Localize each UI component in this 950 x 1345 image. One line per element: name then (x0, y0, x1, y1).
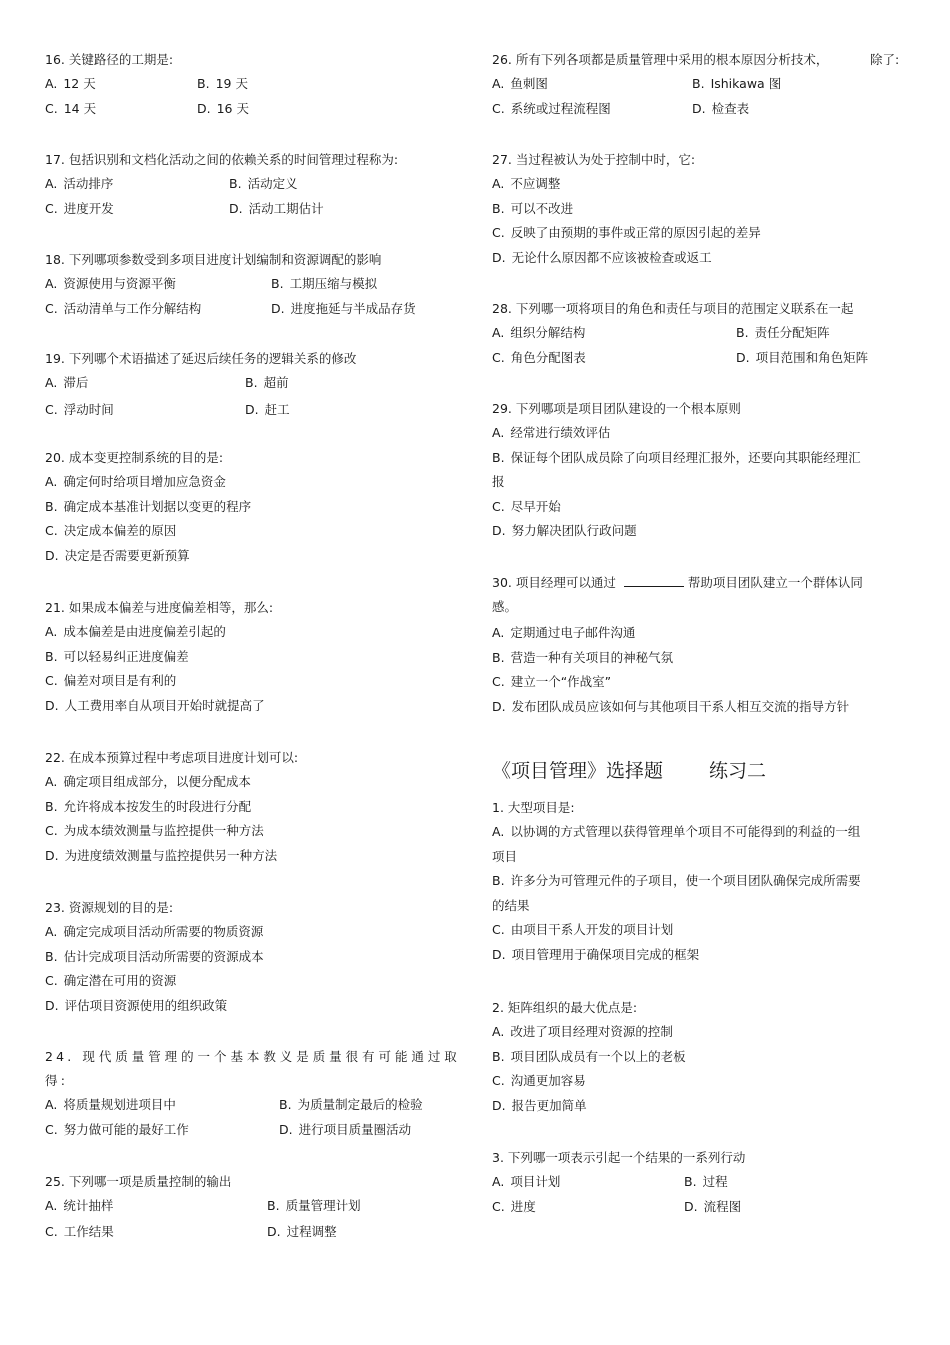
option-row (492, 72, 912, 97)
question-23 (45, 896, 460, 1018)
option-b[interactable]: B. 责任分配矩阵 (736, 325, 830, 340)
option-row (45, 72, 460, 97)
question-18 (45, 248, 460, 321)
section-title: 《项目管理》选择题 练习二 (492, 760, 767, 782)
option-row (45, 297, 460, 322)
option-c[interactable]: C. 浮动时间 (45, 401, 114, 417)
option-a[interactable]: A. 组织分解结构 (492, 325, 586, 340)
option-b[interactable]: B. 营造一种有关项目的神秘气氛 (492, 649, 674, 665)
option-a[interactable]: A. 确定何时给项目增加应急资金 (45, 474, 226, 489)
option-a[interactable]: A. 确定项目组成部分，以便分配成本 (45, 774, 251, 789)
option-a[interactable]: A. 以协调的方式管理以获得管理单个项目不可能得到的利益的一组项目 (492, 824, 861, 864)
option-row (45, 197, 460, 222)
option-c[interactable]: C. 进度开发 (45, 200, 114, 216)
option-a[interactable]: A. 定期通过电子邮件沟通 (492, 625, 636, 640)
option-c[interactable]: C. 为成本绩效测量与监控提供一种方法 (45, 823, 264, 838)
option-a[interactable]: A. 经常进行绩效评估 (492, 425, 611, 440)
option-a[interactable]: A. 成本偏差是由进度偏差引起的 (45, 624, 226, 639)
fill-blank[interactable] (624, 572, 684, 587)
option-row (45, 398, 460, 423)
question-stem: 30. 项目经理可以通过 帮助项目团队建立一个群体认同感。 (492, 571, 887, 619)
option-d[interactable]: D. 项目范围和角色矩阵 (736, 349, 869, 365)
option-d[interactable]: D. 努力解决团队行政问题 (492, 523, 637, 538)
question-stem: 1. 大型项目是: (492, 800, 575, 815)
option-c[interactable]: C. 系统或过程流程图 (492, 100, 611, 116)
option-a[interactable]: A. 统计抽样 (45, 1198, 114, 1213)
option-d[interactable]: D. 活动工期估计 (229, 200, 324, 216)
question-27 (492, 148, 912, 270)
option-c[interactable]: C. 沟通更加容易 (492, 1073, 586, 1088)
option-b[interactable]: B. 可以轻易纠正进度偏差 (45, 648, 189, 664)
option-b[interactable]: B. 19 天 (197, 76, 248, 91)
option-row (45, 272, 460, 297)
option-b[interactable]: B. 许多分为可管理元件的子项目，使一个项目团队确保完成所需要的结果 (492, 873, 861, 913)
option-b[interactable]: B. 估计完成项目活动所需要的资源成本 (45, 948, 264, 964)
option-row (45, 172, 460, 197)
question-19 (45, 347, 460, 422)
option-d[interactable]: D. 无论什么原因都不应该被检查或返工 (492, 249, 712, 265)
question-stem: 28. 下列哪一项将项目的角色和责任与项目的范围定义联系在一起 (492, 301, 854, 316)
question-stem: 20. 成本变更控制系统的目的是: (45, 450, 224, 465)
option-c[interactable]: C. 反映了由预期的事件或正常的原因引起的差异 (492, 225, 761, 240)
option-c[interactable]: C. 进度 (492, 1198, 536, 1214)
option-row (492, 1170, 912, 1195)
option-c[interactable]: C. 工作结果 (45, 1223, 114, 1239)
question-stem: 22. 在成本预算过程中考虑项目进度计划可以: (45, 750, 299, 765)
option-c[interactable]: C. 确定潜在可用的资源 (45, 973, 177, 988)
option-c[interactable]: C. 活动清单与工作分解结构 (45, 300, 202, 316)
option-d[interactable]: D. 赶工 (245, 401, 290, 417)
question-22 (45, 746, 460, 868)
question-stem: 21. 如果成本偏差与进度偏差相等，那么: (45, 600, 274, 615)
section-subtitle: 练习二 (709, 760, 767, 782)
question-26 (492, 48, 912, 121)
option-d[interactable]: D. 为进度绩效测量与监控提供另一种方法 (45, 847, 278, 863)
option-a[interactable]: A. 滞后 (45, 375, 89, 390)
question-stem: 29. 下列哪项是项目团队建设的一个根本原则 (492, 401, 741, 416)
option-c[interactable]: C. 偏差对项目是有利的 (45, 673, 177, 688)
question-stem: 24. 现代质量管理的一个基本教义是质量很有可能通过取得: (45, 1049, 460, 1088)
option-d[interactable]: D. 决定是否需要更新预算 (45, 547, 190, 563)
option-row (45, 371, 460, 396)
option-row (492, 346, 912, 371)
question-stem: 16. 关键路径的工期是: (45, 52, 174, 67)
option-row (492, 1195, 912, 1220)
option-c[interactable]: C. 尽早开始 (492, 498, 561, 514)
question-ex2-3 (492, 1146, 912, 1219)
option-b[interactable]: B. 活动定义 (229, 176, 298, 191)
question-29 (492, 397, 912, 544)
option-c[interactable]: C. 14 天 (45, 100, 97, 116)
option-b[interactable]: B. 允许将成本按发生的时段进行分配 (45, 798, 252, 814)
question-stem: 26. 所有下列各项都是质量管理中采用的根本原因分析技术， 除了: (492, 52, 900, 67)
option-b[interactable]: B. 可以不改进 (492, 200, 574, 216)
option-b[interactable]: B. 超前 (245, 375, 289, 390)
option-a[interactable]: A. 鱼刺图 (492, 76, 548, 91)
question-stem: 17. 包括识别和文档化活动之间的依赖关系的时间管理过程称为: (45, 152, 399, 167)
question-17 (45, 148, 460, 221)
option-d[interactable]: D. 报告更加简单 (492, 1097, 587, 1113)
option-c[interactable]: C. 努力做可能的最好工作 (45, 1121, 189, 1137)
option-b[interactable]: B. 过程 (684, 1174, 728, 1189)
option-b[interactable]: B. 保证每个团队成员除了向项目经理汇报外，还要向其职能经理汇报 (492, 449, 861, 489)
option-c[interactable]: C. 角色分配图表 (492, 349, 586, 365)
option-a[interactable]: A. 12 天 (45, 76, 96, 91)
question-stem: 27. 当过程被认为处于控制中时，它: (492, 152, 696, 167)
option-row (45, 1093, 460, 1118)
option-d[interactable]: D. 评估项目资源使用的组织政策 (45, 997, 228, 1013)
option-row (45, 1194, 460, 1219)
option-a[interactable]: A. 改进了项目经理对资源的控制 (492, 1024, 673, 1039)
question-25 (45, 1170, 460, 1244)
question-stem: 19. 下列哪个术语描述了延迟后续任务的逻辑关系的修改 (45, 351, 357, 366)
question-16 (45, 48, 460, 121)
option-a[interactable]: A. 项目计划 (492, 1174, 561, 1189)
option-row (45, 1118, 460, 1143)
option-c[interactable]: C. 建立一个“作战室” (492, 674, 612, 689)
option-a[interactable]: A. 活动排序 (45, 176, 114, 191)
option-a[interactable]: A. 确定完成项目活动所需要的物质资源 (45, 924, 264, 939)
option-d[interactable]: D. 检查表 (692, 100, 750, 116)
option-b[interactable]: B. Ishikawa 图 (692, 76, 782, 91)
question-stem: 18. 下列哪项参数受到多项目进度计划编制和资源调配的影响 (45, 252, 382, 267)
question-ex2-2 (492, 996, 912, 1118)
option-row (45, 97, 460, 122)
question-ex2-1 (492, 796, 912, 967)
option-a[interactable]: A. 不应调整 (492, 176, 561, 191)
option-d[interactable]: D. 过程调整 (267, 1223, 337, 1239)
option-b[interactable]: B. 确定成本基准计划据以变更的程序 (45, 498, 252, 514)
option-d[interactable]: D. 16 天 (197, 100, 249, 116)
option-b[interactable]: B. 项目团队成员有一个以上的老板 (492, 1048, 686, 1064)
option-a[interactable]: A. 资源使用与资源平衡 (45, 276, 176, 291)
question-stem: 25. 下列哪一项是质量控制的输出 (45, 1174, 232, 1189)
option-b[interactable]: B. 工期压缩与模拟 (271, 276, 378, 291)
option-d[interactable]: D. 进度拖延与半成品存货 (271, 300, 416, 316)
question-stem: 23. 资源规划的目的是: (45, 900, 174, 915)
question-24 (45, 1045, 460, 1142)
option-d[interactable]: D. 发布团队成员应该如何与其他项目干系人相互交流的指导方针 (492, 698, 850, 714)
option-b[interactable]: B. 为质量制定最后的检验 (279, 1097, 423, 1112)
question-20 (45, 446, 460, 568)
option-row (45, 1220, 460, 1245)
option-d[interactable]: D. 人工费用率自从项目开始时就提高了 (45, 697, 265, 713)
question-stem: 3. 下列哪一项表示引起一个结果的一系列行动 (492, 1150, 746, 1165)
option-c[interactable]: C. 由项目干系人开发的项目计划 (492, 922, 674, 937)
option-b[interactable]: B. 质量管理计划 (267, 1198, 361, 1213)
question-stem: 2. 矩阵组织的最大优点是: (492, 1000, 638, 1015)
option-c[interactable]: C. 决定成本偏差的原因 (45, 523, 177, 538)
option-a[interactable]: A. 将质量规划进项目中 (45, 1097, 176, 1112)
option-d[interactable]: D. 流程图 (684, 1198, 742, 1214)
question-28 (492, 297, 912, 370)
question-30 (492, 571, 912, 719)
option-d[interactable]: D. 项目管理用于确保项目完成的框架 (492, 946, 700, 962)
option-row (492, 321, 912, 346)
option-d[interactable]: D. 进行项目质量圈活动 (279, 1121, 412, 1137)
option-row (492, 97, 912, 122)
question-21 (45, 596, 460, 718)
